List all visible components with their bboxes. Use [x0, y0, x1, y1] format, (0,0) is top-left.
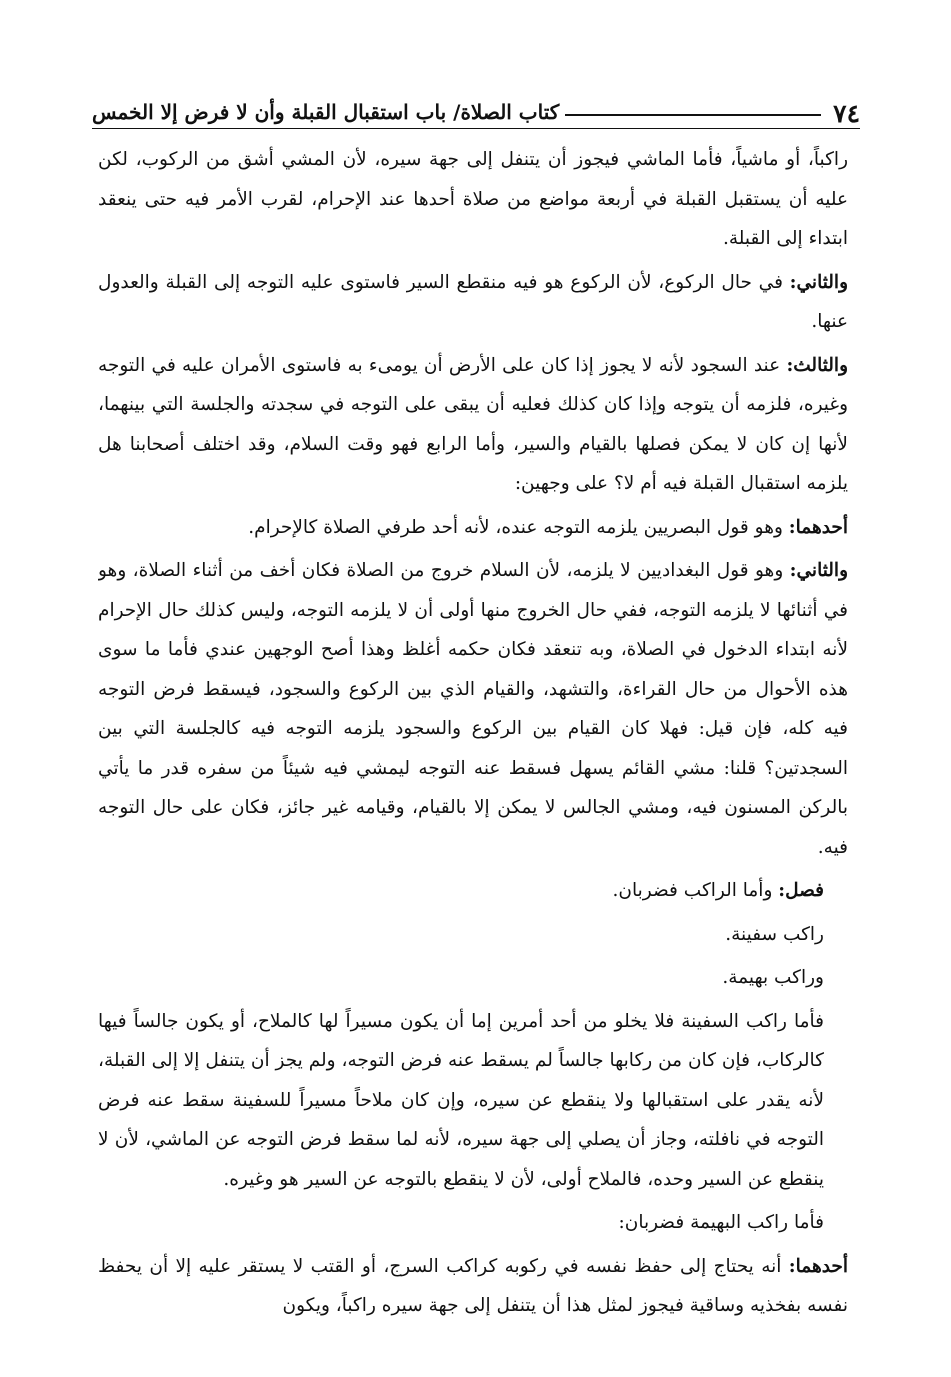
paragraph-text: وهو قول البصريين يلزمه التوجه عنده، لأنه أحد طرفي الصلاة كالإحرام. — [248, 516, 789, 538]
paragraph — [98, 1002, 848, 1200]
page-header — [92, 86, 860, 126]
paragraph — [98, 1247, 848, 1326]
paragraph-lead: فصل: — [778, 880, 824, 901]
paragraph — [98, 958, 848, 998]
paragraph-text: عند السجود لأنه لا يجوز إذا كان على الأرض أن يومىء به فاستوى الأمران عليه في التوجه وغيره، فلزمه أن يتوجه وإذا كان كذلك فعليه أن يبقى على التوجه في سجدته والجلسة التي بينهما، لأنها إن كان لا يمكن فصلها بالقيام والسير، وأما الرابع فهو وقت السلام، وقد اختلف أصحابنا هل يلزمه استقبال القبلة فيه أم لا؟ على وجهين: — [98, 354, 848, 494]
paragraph — [98, 871, 848, 911]
paragraph-text: أنه يحتاج إلى حفظ نفسه في ركوبه كراكب السرج، أو القتب لا يستقر عليه إلا أن يحفظ نفسه بفخذيه وساقية فيجوز لمثل هذا أن يتنفل إلى جهة سيره راكباً، ويكون — [98, 1255, 848, 1316]
paragraph-lead: والثاني: — [789, 560, 848, 581]
paragraph-text: فأما راكب البهيمة فضربان: — [618, 1212, 824, 1233]
paragraph — [98, 140, 848, 259]
paragraph — [98, 551, 848, 867]
paragraph-text: راكب سفينة. — [725, 923, 824, 945]
paragraph-lead: والثالث: — [786, 354, 848, 376]
paragraph-text: وهو قول البغداديين لا يلزمه، لأن السلام خروج من الصلاة فكان أخف من أثناء الصلاة، وهو في أثنائها لا يلزمه التوجه، ففي حال الخروج منها أولى أن لا يلزمه التوجه، وليس كذلك حال الإحرام لأنه ابتداء الدخول في الصلاة، وبه تنعقد فكان حكمه أغلظ وهذا أصح الوجهين عندي فأما ما سوى هذه الأحوال من حال القراءة، والتشهد، والقيام الذي بين الركوع والسجود، فيسقط فرض التوجه فيه كله، فإن قيل: فهلا كان القيام بين الركوع والسجود يلزمه التوجه فيه كالجلسة التي بين السجدتين؟ قلنا: مشي القائم يسهل فسقط عنه التوجه ليمشي فيه شيئاً من سفره قدر ما يأتي بالركن المسنون فيه، ومشي الجالس لا يمكن إلا بالقيام، وقيامه غير جائز، فكان على حال التوجه فيه. — [98, 560, 848, 858]
paragraph-text: راكباً، أو ماشياً، فأما الماشي فيجوز أن يتنفل إلى جهة سيره، لأن المشي أشق من الركوب، لكن عليه أن يستقبل القبلة في أربعة مواضع من صلاة أحدها عند الإحرام، لقرب الأمر فيه حتى ينعقد ابتداء إلى القبلة. — [98, 149, 848, 249]
paragraph — [98, 508, 848, 548]
running-title: كتاب الصلاة/ باب استقبال القبلة وأن لا فرض إلا الخمس — [92, 100, 560, 124]
paragraph-text: وراكب بهيمة. — [722, 967, 824, 988]
paragraph-lead: أحدهما: — [788, 516, 848, 538]
paragraph — [98, 1203, 848, 1243]
paragraph-text: في حال الركوع، لأن الركوع هو فيه منقطع السير فاستوى عليه التوجه إلى القبلة والعدول عنها. — [98, 271, 848, 332]
paragraph — [98, 915, 848, 955]
page-number: ٧٤ — [833, 99, 860, 128]
header-rule — [565, 114, 821, 116]
paragraph — [98, 263, 848, 342]
header-divider — [92, 128, 860, 129]
paragraph-lead: والثاني: — [789, 271, 848, 293]
paragraph-text: وأما الراكب فضربان. — [612, 880, 779, 901]
page-body — [98, 140, 848, 1360]
paragraph-lead: أحدهما: — [788, 1255, 848, 1277]
paragraph — [98, 346, 848, 504]
paragraph-text: فأما راكب السفينة فلا يخلو من أحد أمرين إما أن يكون مسيراً لها كالملاح، أو يكون جالساً فيها كالركاب، فإن كان من ركابها جالساً لم يسقط عنه فرض التوجه، ولم يجز أن يتنفل إلا إلى القبلة، لأنه يقدر على استقبالها ولا ينقطع عن سيره، وإن كان ملاحاً مسيراً للسفينة سقط عنه فرض التوجه في نافلته، وجاز أن يصلي إلى جهة سيره، لأنه لما سقط فرض التوجه عن الماشي، لأن لا ينقطع عن السير وحده، فالملاح أولى، لأن لا ينقطع بالتوجه عن السير هو وغيره. — [98, 1010, 824, 1190]
